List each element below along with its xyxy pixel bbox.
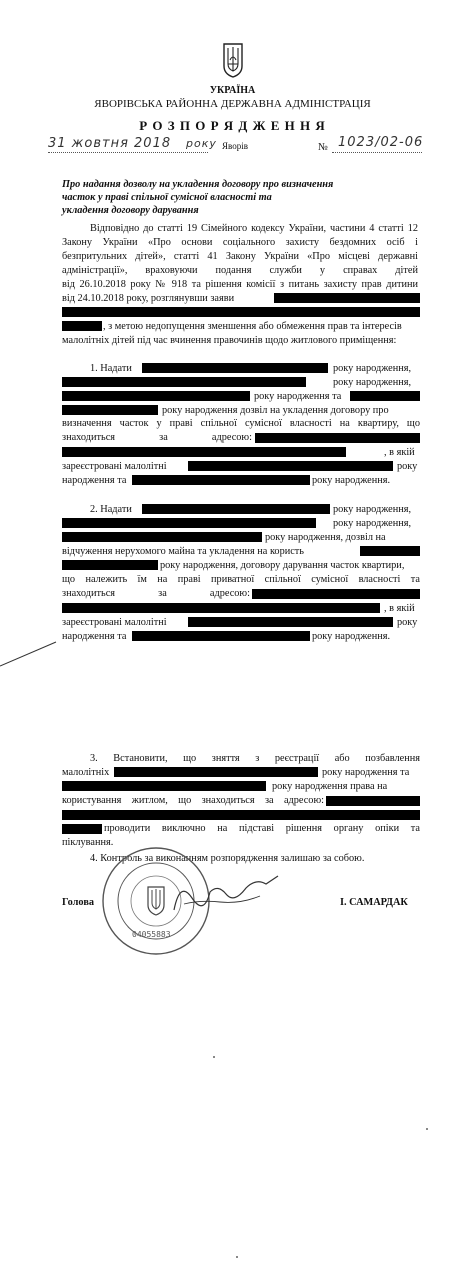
- redaction-bar: [360, 546, 420, 556]
- item1-text: року народження.: [312, 475, 391, 486]
- item2-text: року народження.: [312, 631, 391, 642]
- item2-text: року народження,: [333, 504, 412, 515]
- subject-line: укладення договору дарування: [62, 205, 199, 216]
- intro-line: адміністрації», враховуючи подання служби у справах дітей: [62, 265, 418, 276]
- item3-text: року народження та: [322, 767, 410, 778]
- handwritten-signature: [170, 870, 280, 920]
- trident-emblem: [222, 42, 244, 78]
- item4-text: 4. Контроль за виконанням розпорядження залишаю за собою.: [90, 853, 365, 864]
- item2-text: що належить їм на праві приватної спільної сумісної власності та: [62, 574, 420, 585]
- intro-line: від 24.10.2018 року, розглянувши заяви: [62, 293, 235, 304]
- country-title: УКРАЇНА: [209, 85, 256, 96]
- handwritten-date: 31 жовтня 2018: [48, 136, 172, 151]
- item1-text: року народження та: [254, 391, 342, 402]
- intro-line: Закону України «Про основи соціального захисту бездомних осіб і: [62, 237, 418, 248]
- item3-text: піклування.: [62, 837, 114, 848]
- redaction-bar: [62, 321, 102, 331]
- handwritten-year-suffix: року: [186, 137, 217, 150]
- redaction-bar: [62, 391, 250, 401]
- intro-line: від 26.10.2018 року № 918 та рішення комісії з питань захисту прав дитини: [62, 279, 418, 290]
- place: Яворів: [222, 141, 248, 151]
- item1-text: знаходиться за адресою:: [62, 432, 252, 443]
- item2-text: року народження,: [333, 518, 412, 529]
- item2-text: року: [397, 617, 418, 628]
- item2-text: відчуження нерухомого майна та укладення на користь: [62, 546, 304, 557]
- redaction-bar: [252, 589, 420, 599]
- redaction-bar: [62, 824, 102, 834]
- redaction-bar: [255, 433, 420, 443]
- item1-text: 1. Надати: [90, 363, 132, 374]
- item1-text: року: [397, 461, 418, 472]
- item1-text: року народження,: [333, 377, 412, 388]
- redaction-bar: [188, 461, 393, 471]
- item3-text: користування житлом, що знаходиться за адресою:: [62, 795, 324, 806]
- item1-text: народження та: [62, 475, 127, 486]
- handwritten-number: 1023/02-06: [338, 135, 424, 150]
- redaction-bar: [62, 603, 380, 613]
- subject-line: Про надання дозволу на укладення договору про визначення: [62, 179, 334, 190]
- item2-text: року народження, договору дарування часток квартири,: [160, 560, 405, 571]
- redaction-bar: [62, 532, 262, 542]
- redaction-bar: [62, 377, 306, 387]
- redaction-bar: [142, 504, 330, 514]
- scan-speck: [426, 1128, 428, 1130]
- authority-title: ЯВОРІВСЬКА РАЙОННА ДЕРЖАВНА АДМІНІСТРАЦІЯ: [94, 98, 371, 110]
- item1-text: визначення часток у праві спільної сумісної власності на квартиру, що: [62, 418, 420, 429]
- redaction-bar: [274, 293, 420, 303]
- item1-text: року народження,: [333, 363, 412, 374]
- redaction-bar: [350, 391, 420, 401]
- intro-line: Відповідно до статті 19 Сімейного кодексу України, частини 4 статті 12: [90, 223, 418, 234]
- signature-position: Голова: [62, 897, 95, 908]
- signature-name: І. САМАРДАК: [340, 897, 408, 908]
- item2-text: року народження, дозвіл на: [265, 532, 386, 543]
- item3-text: 3. Встановити, що зняття з реєстрації або позбавлення: [90, 753, 420, 764]
- item1-text: року народження дозвіл на укладення договору про: [162, 405, 389, 416]
- intro-line: безпритульних дітей», статті 41 Закону України «Про місцеві державні: [62, 251, 418, 262]
- scan-speck: [236, 1256, 238, 1258]
- intro-line: малолітніх дітей під час вчинення правочинів щодо житлового приміщення:: [62, 335, 397, 346]
- date-underline: [48, 152, 208, 153]
- redaction-bar: [188, 617, 393, 627]
- number-underline: [332, 152, 422, 153]
- redaction-bar: [326, 796, 420, 806]
- redaction-bar: [62, 560, 158, 570]
- redaction-bar: [114, 767, 318, 777]
- redaction-bar: [62, 810, 420, 820]
- pen-stroke: [0, 640, 60, 670]
- item1-text: зареєстровані малолітні: [62, 461, 167, 472]
- item3-text: проводити виключно на підставі рішення органу опіки та: [104, 823, 420, 834]
- redaction-bar: [62, 518, 316, 528]
- redaction-bar: [132, 475, 310, 485]
- scan-speck: [213, 1056, 215, 1058]
- number-label: №: [318, 142, 328, 153]
- item3-text: малолітніх: [62, 767, 110, 778]
- item1-text: , в якій: [384, 447, 415, 458]
- redaction-bar: [132, 631, 310, 641]
- redaction-bar: [142, 363, 328, 373]
- item2-text: , в якій: [384, 603, 415, 614]
- item3-text: року народження права на: [272, 781, 388, 792]
- item2-text: зареєстровані малолітні: [62, 617, 167, 628]
- item2-text: знаходиться за адресою:: [62, 588, 250, 599]
- item2-text: народження та: [62, 631, 127, 642]
- intro-line: , з метою недопущення зменшення або обмеження прав та інтересів: [103, 321, 402, 332]
- subject-line: часток у праві спільної сумісної власності та: [62, 192, 272, 203]
- item2-text: 2. Надати: [90, 504, 132, 515]
- redaction-bar: [62, 405, 158, 415]
- seal-code: 04055883: [132, 930, 171, 939]
- redaction-bar: [62, 307, 420, 317]
- redaction-bar: [62, 447, 346, 457]
- document-type: Р О З П О Р Я Д Ж Е Н Н Я: [139, 118, 326, 133]
- redaction-bar: [62, 781, 266, 791]
